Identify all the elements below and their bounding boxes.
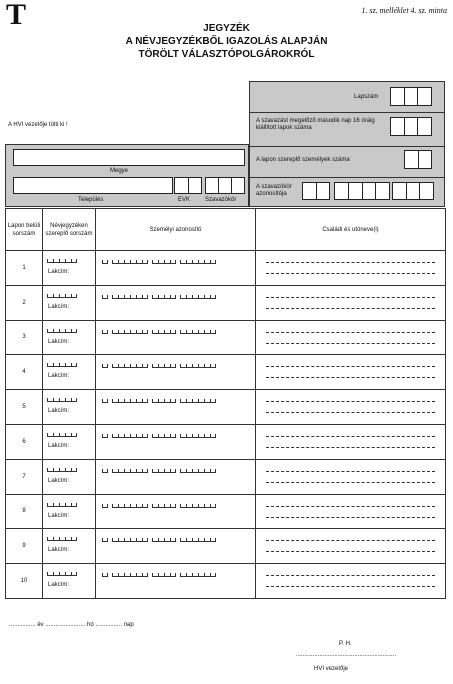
szemelyi-azonosito-field[interactable]	[102, 364, 220, 368]
szemelyi-azonosito-field[interactable]	[102, 330, 220, 334]
szemelyi-azonosito-cell[interactable]	[96, 459, 256, 494]
name-line-1[interactable]	[266, 297, 435, 298]
nevjegyzek-number-field[interactable]	[47, 503, 77, 508]
szemelyi-azonosito-cell[interactable]	[96, 529, 256, 564]
name-line-1[interactable]	[266, 471, 435, 472]
name-line-2[interactable]	[266, 308, 435, 309]
table-row	[6, 459, 446, 494]
table-header-row	[6, 209, 446, 251]
name-line-2[interactable]	[266, 377, 435, 378]
szemelyek-szama-field[interactable]	[404, 150, 432, 169]
nev-cell[interactable]	[256, 285, 446, 320]
name-line-1[interactable]	[266, 506, 435, 507]
nev-cell[interactable]	[256, 390, 446, 425]
szemelyi-azonosito-field[interactable]	[102, 260, 220, 264]
table-row	[6, 424, 446, 459]
nev-cell[interactable]	[256, 529, 446, 564]
szemelyi-azonosito-field[interactable]	[102, 469, 220, 473]
nev-cell[interactable]	[256, 355, 446, 390]
table-row	[6, 285, 446, 320]
annex-label: 1. sz. melléklet 4. sz. minta	[361, 6, 447, 15]
row-number: 6	[6, 424, 43, 459]
col-header-nevjegyzek: Névjegyzéken szereplő sorszám	[43, 209, 96, 251]
name-line-1[interactable]	[266, 401, 435, 402]
nevjegyzek-cell[interactable]	[43, 390, 96, 425]
lapszam-label: Lapszám	[354, 94, 379, 100]
szemelyi-azonosito-cell[interactable]	[96, 564, 256, 599]
date-line[interactable]: ................ év ........................ hó ................ nap	[9, 622, 134, 628]
row-number: 1	[6, 251, 43, 286]
szemelyek-szama-label: A lapon szereplő személyek száma	[256, 157, 350, 163]
lapszam-field[interactable]	[390, 87, 432, 106]
lakcim-label: Lakcím:	[48, 373, 70, 380]
lakcim-label: Lakcím:	[48, 338, 70, 345]
col-header-szemelyi: Személyi azonosító	[96, 209, 256, 251]
telepules-label: Település	[78, 197, 104, 203]
nevjegyzek-number-field[interactable]	[47, 468, 77, 473]
name-line-1[interactable]	[266, 332, 435, 333]
row-number: 4	[6, 355, 43, 390]
nev-cell[interactable]	[256, 424, 446, 459]
name-line-2[interactable]	[266, 482, 435, 483]
nevjegyzek-number-field[interactable]	[47, 433, 77, 438]
table-row	[6, 564, 446, 599]
szemelyi-azonosito-cell[interactable]	[96, 285, 256, 320]
szavazokor-label: Szavazókör	[205, 197, 237, 203]
signature-line[interactable]: ............................................................	[296, 652, 397, 658]
location-panel	[5, 144, 249, 207]
megye-field[interactable]	[13, 149, 245, 166]
table-row	[6, 390, 446, 425]
nevjegyzek-number-field[interactable]	[47, 259, 77, 264]
nevjegyzek-cell[interactable]	[43, 529, 96, 564]
lapok-szama-label: A szavazást megelőző második nap 16 óráig kiállított lapok száma	[256, 118, 375, 131]
szemelyi-azonosito-cell[interactable]	[96, 320, 256, 355]
title-line-3: TÖRÖLT VÁLASZTÓPOLGÁROKRÓL	[138, 49, 315, 60]
nevjegyzek-number-field[interactable]	[47, 537, 77, 542]
name-line-1[interactable]	[266, 366, 435, 367]
nev-cell[interactable]	[256, 494, 446, 529]
szemelyi-azonosito-cell[interactable]	[96, 355, 256, 390]
evk-label: EVK	[178, 197, 191, 203]
nev-cell[interactable]	[256, 251, 446, 286]
szemelyi-azonosito-field[interactable]	[102, 573, 220, 577]
col-header-lapon-belul: Lapon belüli sorszám	[6, 209, 43, 251]
row-number: 2	[6, 285, 43, 320]
szemelyi-azonosito-cell[interactable]	[96, 494, 256, 529]
table-row	[6, 494, 446, 529]
nevjegyzek-number-field[interactable]	[47, 398, 77, 403]
megye-label: Megye	[110, 168, 129, 174]
szemelyi-azonosito-cell[interactable]	[96, 390, 256, 425]
hvi-note: A HVI vezetője tölti ki !	[8, 122, 68, 128]
row-number: 3	[6, 320, 43, 355]
nevjegyzek-number-field[interactable]	[47, 294, 77, 299]
row-number: 10	[6, 564, 43, 599]
lakcim-label: Lakcím:	[48, 269, 70, 275]
szemelyi-azonosito-field[interactable]	[102, 295, 220, 299]
table-row	[6, 320, 446, 355]
nevjegyzek-cell[interactable]	[43, 459, 96, 494]
row-number: 8	[6, 494, 43, 529]
name-line-2[interactable]	[266, 551, 435, 552]
nevjegyzek-cell[interactable]	[43, 424, 96, 459]
azonosito-group-3[interactable]	[392, 182, 434, 200]
evk-field[interactable]	[174, 177, 202, 194]
name-line-2[interactable]	[266, 447, 435, 448]
szemelyi-azonosito-field[interactable]	[102, 504, 220, 508]
nev-cell[interactable]	[256, 459, 446, 494]
nevjegyzek-number-field[interactable]	[47, 572, 77, 577]
name-line-1[interactable]	[266, 540, 435, 541]
szemelyi-azonosito-field[interactable]	[102, 538, 220, 542]
nevjegyzek-cell[interactable]	[43, 320, 96, 355]
lakcim-label: Lakcím:	[48, 547, 70, 554]
lakcim-label: Lakcím:	[48, 442, 70, 449]
table-row	[6, 355, 446, 390]
form-letter: T	[6, 0, 27, 31]
right-info-panel	[249, 81, 445, 207]
azonosito-group-1[interactable]	[302, 182, 330, 200]
name-line-2[interactable]	[266, 586, 435, 587]
name-line-2[interactable]	[266, 412, 435, 413]
nev-cell[interactable]	[256, 320, 446, 355]
table-row	[6, 529, 446, 564]
name-line-2[interactable]	[266, 343, 435, 344]
col-header-nev: Családi és utóneve(i)	[256, 209, 446, 251]
ph-label: P. H.	[339, 641, 352, 647]
lakcim-label: Lakcím:	[48, 512, 70, 519]
name-line-1[interactable]	[266, 436, 435, 437]
szemelyi-azonosito-field[interactable]	[102, 399, 220, 403]
lapok-szama-field[interactable]	[390, 117, 432, 136]
nev-cell[interactable]	[256, 564, 446, 599]
title-line-1: JEGYZÉK	[203, 23, 250, 34]
azonosito-group-2[interactable]	[334, 182, 390, 200]
table-row	[6, 251, 446, 286]
row-number: 7	[6, 459, 43, 494]
lakcim-label: Lakcím:	[48, 303, 70, 310]
szemelyi-azonosito-cell[interactable]	[96, 424, 256, 459]
name-line-1[interactable]	[266, 262, 435, 263]
nevjegyzek-cell[interactable]	[43, 285, 96, 320]
lakcim-label: Lakcím:	[48, 408, 70, 415]
nevjegyzek-cell[interactable]	[43, 564, 96, 599]
name-line-2[interactable]	[266, 273, 435, 274]
row-number: 9	[6, 529, 43, 564]
lakcim-label: Lakcím:	[48, 582, 70, 589]
nevjegyzek-cell[interactable]	[43, 251, 96, 286]
signer-label: HVI vezetője	[314, 666, 349, 672]
name-line-2[interactable]	[266, 517, 435, 518]
nevjegyzek-number-field[interactable]	[47, 329, 77, 334]
deleted-voters-table	[5, 208, 446, 599]
szavazokor-field[interactable]	[205, 177, 245, 194]
title-line-2: A NÉVJEGYZÉKBŐL IGAZOLÁS ALAPJÁN	[125, 36, 328, 47]
telepules-field[interactable]	[13, 177, 173, 194]
nevjegyzek-cell[interactable]	[43, 355, 96, 390]
nevjegyzek-cell[interactable]	[43, 494, 96, 529]
row-number: 5	[6, 390, 43, 425]
nevjegyzek-number-field[interactable]	[47, 363, 77, 368]
szavazokor-azonosito-label: A szavazókör azonosítója	[256, 184, 292, 197]
lakcim-label: Lakcím:	[48, 477, 70, 484]
name-line-1[interactable]	[266, 575, 435, 576]
szemelyi-azonosito-field[interactable]	[102, 434, 220, 438]
szemelyi-azonosito-cell[interactable]	[96, 251, 256, 286]
